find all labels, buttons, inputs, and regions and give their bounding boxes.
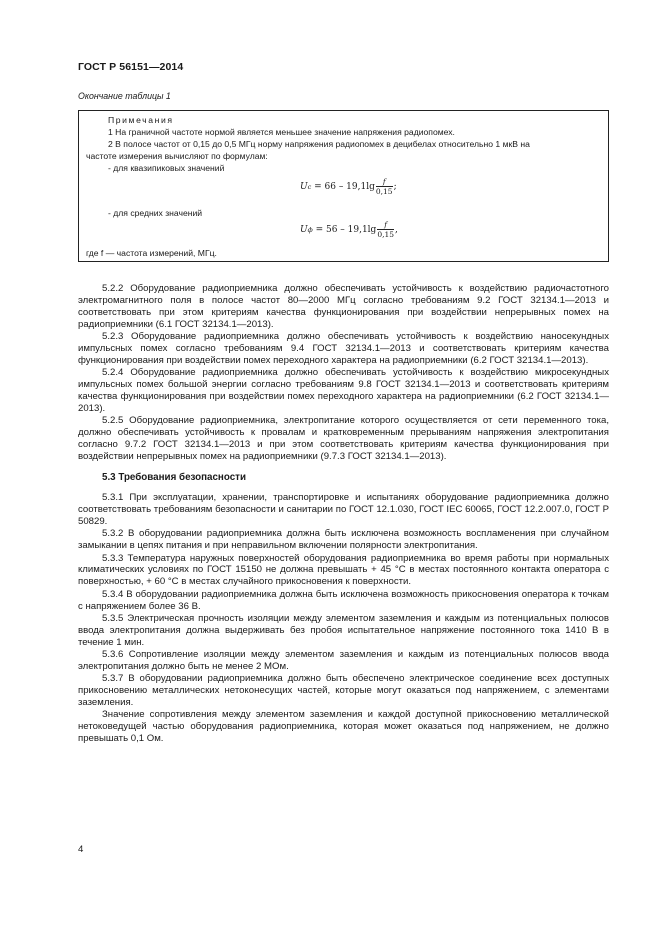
fraction-numerator: f [377,220,394,230]
where-explanation: где f — частота измерений, МГц. [86,248,217,258]
standard-code-header: ГОСТ Р 56151—2014 [78,61,184,73]
table-notes-cell [78,110,609,262]
paragraph-5-3-5: 5.3.5 Электрическая прочность изоляции между элементом заземления и каждым из потенциальных полюсов ввода электропитания должна выдерживать без пробоя испытательное напряжение постоянного тока 1410 В в течение 1 мин. [78,612,609,648]
table-continuation-caption: Окончание таблицы 1 [78,91,171,101]
formula-subscript: ф [307,226,313,234]
formula-average [300,220,398,239]
formula-variable: U [300,182,308,192]
paragraph-5-3-4: 5.3.4 В оборудовании радиоприемника должна быть исключена возможность прикосновения оператора к точкам с напряжением более 36 В. [78,588,609,612]
paragraph-5-2-2: 5.2.2 Оборудование радиоприемника должно обеспечивать устойчивость к воздействию радиочастотного электромагнитного поля в полосе частот 80—2000 МГц согласно требованиям 9.2 ГОСТ 32134.1—2013 и соответствовать при этом критериям качества функционирования при воздействии непрерывных помех на радиоприемники (6.1 ГОСТ 32134.1—2013). [78,283,609,330]
formula-quasi-peak [300,177,397,196]
fraction-denominator: 0,15 [377,230,395,239]
paragraph-5-3-3: 5.3.3 Температура наружных поверхностей оборудования радиоприемника во время работы при нормальных климатических условиях по ГОСТ 15150 не должна превышать + 45 °С в местах постоянного контакта оператора с поверхностью, + 60 °С в местах случайного прикосновения к поверхности. [78,552,609,588]
formula-end: , [395,225,398,235]
note-1: 1 На граничной частоте нормой является меньшее значение напряжения радиопомех. [108,127,455,137]
formula-rhs: = 56 – 19,1lg [315,225,377,235]
note-2-line-1: 2 В полосе частот от 0,15 до 0,5 МГц норму напряжения радиопомех в децибелах относительно 1 мкВ на [108,139,530,149]
document-body [78,283,609,745]
paragraph-5-3-6: 5.3.6 Сопротивление изоляции между элементом заземления и каждым из потенциальных полюсов ввода электропитания должно быть не менее 2 МОм. [78,649,609,672]
paragraph-5-2-4: 5.2.4 Оборудование радиоприемника должно обеспечивать устойчивость к воздействию микросекундных импульсных помех большой энергии согласно требованиям 9.8 ГОСТ 32134.1—2013 и соответствовать критериям качества функционирования при воздействии помех переходного характера на радиоприемники (6.2 ГОСТ 32134.1—2013). [78,367,609,415]
formula-end: ; [393,182,397,192]
paragraph-5-3-7: 5.3.7 В оборудовании радиоприемника должно быть обеспечено электрическое соединение всех доступных прикосновению металлических нетоконесущих частей, которые могут оказаться под напряжением, с элементами заземления. [78,673,609,709]
paragraph-5-2-5: 5.2.5 Оборудование радиоприемника, электропитание которого осуществляется от сети переменного тока, должно обеспечивать устойчивость к провалам и кратковременным прерываниям напряжения электропитания согласно 9.7.2 ГОСТ 32134.1—2013 и при этом соответствовать критериям качества функционирования при воздействии непрерывных помех на радиоприемники (9.7.3 ГОСТ 32134.1—2013). [78,415,609,463]
formula-subscript: с [307,183,312,191]
paragraph-5-3-2: 5.3.2 В оборудовании радиоприемника должна быть исключена возможность воспламенения при случайном замыкании в цепях питания и при неправильном включении полярности электропитания. [78,528,609,552]
notes-title: Примечания [108,115,174,125]
formula-fraction [376,177,393,196]
average-label: - для средних значений [108,208,203,218]
page-number: 4 [78,844,84,855]
section-heading-5-3: 5.3 Требования безопасности [102,472,246,484]
quasi-peak-label: - для квазипиковых значений [108,163,225,173]
paragraph-5-3-1: 5.3.1 При эксплуатации, хранении, транспортировке и испытаниях оборудование радиоприемника должно соответствовать требованиям безопасности и санитарии по ГОСТ 12.1.030, ГОСТ IEC 60065, ГОСТ 12.2.007.0, ГОСТ Р 50829. [78,492,609,528]
paragraph-grounding-resistance: Значение сопротивления между элементом заземления и каждой доступной прикосновению металлической нетоковедущей частью оборудования радиоприемника, которая может оказаться под напряжением, не должно превышать 0,1 Ом. [78,709,609,745]
fraction-denominator: 0,15 [375,187,393,196]
formula-rhs: = 66 – 19,1lg [314,182,375,192]
note-2-line-2: частоте измерения вычисляют по формулам: [86,151,268,161]
formula-variable: U [300,225,308,235]
fraction-numerator: f [376,177,393,187]
paragraph-5-2-3: 5.2.3 Оборудование радиоприемника должно обеспечивать устойчивость к воздействию наносекундных импульсных помех согласно требованиям 9.4 ГОСТ 32134.1—2013 и соответствовать критериям качества функционирования при воздействии помех переходного характера на радиоприемники (6.2 ГОСТ 32134.1—2013). [78,331,609,367]
formula-fraction [377,220,394,239]
